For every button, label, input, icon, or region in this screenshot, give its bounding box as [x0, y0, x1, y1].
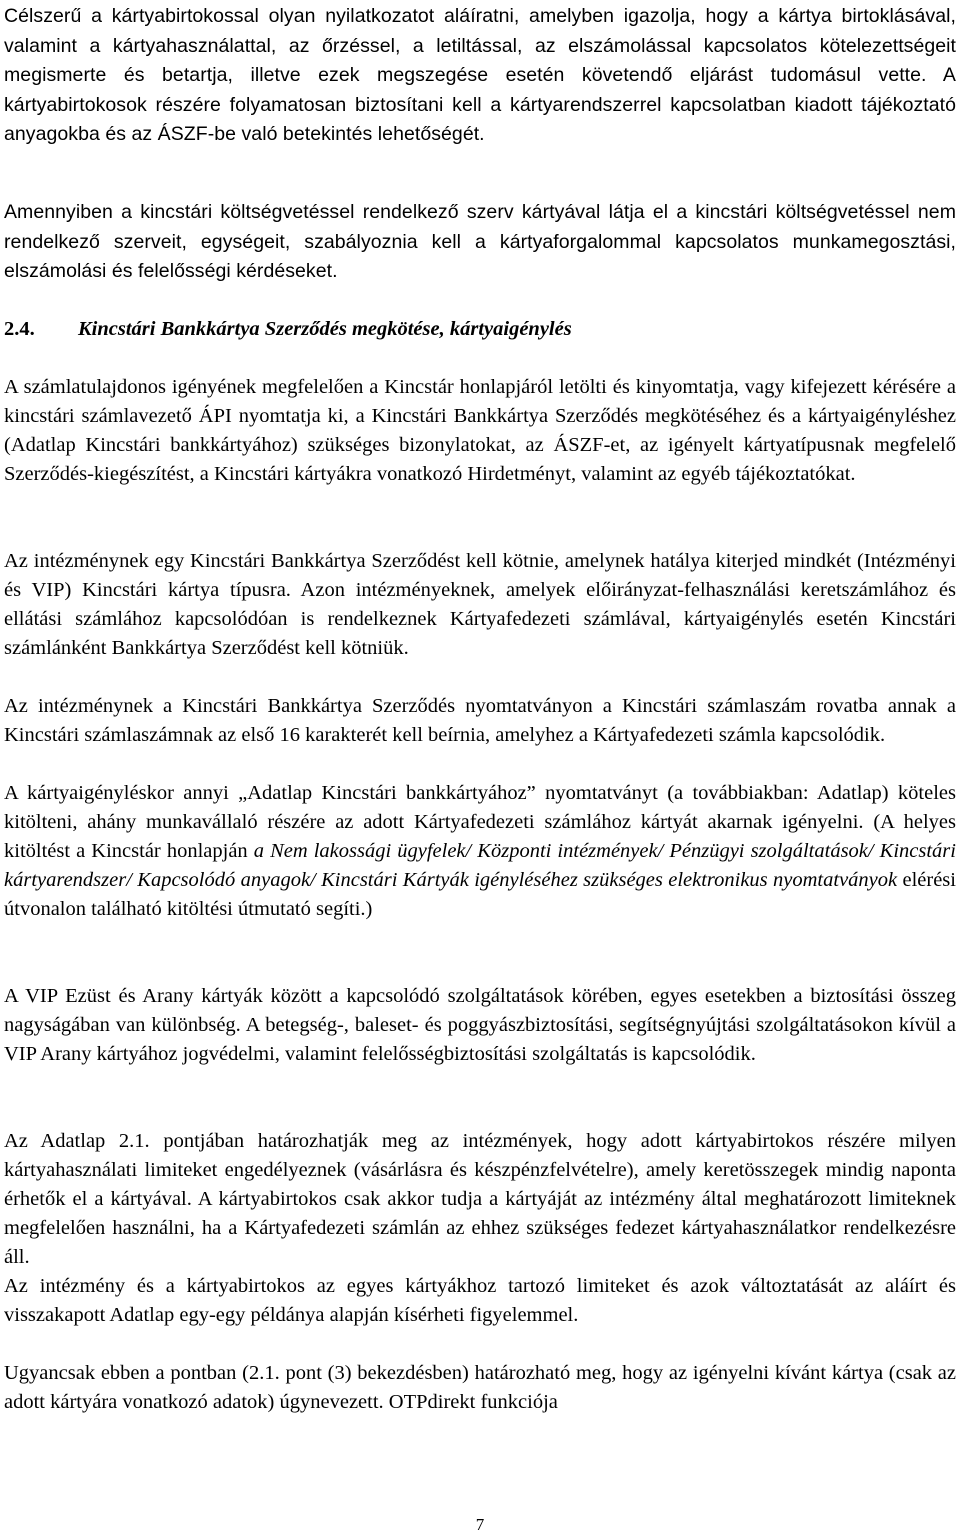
paragraph-account-number: Az intézménynek a Kincstári Bankkártya Szerződés nyomtatványon a Kincstári számlaszám rovatba annak a Kincstári számlaszámnak az első 16 karakterét kell beírnia, amelyhez a Kártyafedezeti számla kapcsolódik.	[4, 695, 956, 746]
paragraph-limits: Az Adatlap 2.1. pontjában határozhatják meg az intézmények, hogy adott kártyabirtokos részére milyen kártyahasználati limiteket engedélyeznek (vásárlásra és készpénzfelvételre), amely keretösszegek mindig naponta érhetők el a kártyával. A kártyabirtokos csak akkor tudja a kártyáját az intézmény által meghatározott limiteknek megfelelően használni, ha a Kártyafedezeti számlán az ehhez szükséges fedezet kártyahasználatkor rendelkezésre áll.	[4, 1130, 956, 1268]
section-title: Kincstári Bankkártya Szerződés megkötése, kártyaigénylés	[78, 318, 572, 340]
paragraph-limit-tracking: Az intézmény és a kártyabirtokos az egyes kártyákhoz tartozó limiteket és azok változtatását az aláírt és visszakapott Adatlap egy-egy példánya alapján kísérheti figyelemmel.	[4, 1275, 956, 1326]
card-request-text: A kártyaigényléskor annyi „Adatlap Kincstári bankkártyához” nyomtatványt (a továbbiakban: Adatlap) köteles kitölteni, ahány munkavállaló részére az adott Kártyafedezeti számlához kártyát akarnak igényelni. (A helyes kitöltést a Kincstár honlapján	[4, 782, 956, 862]
paragraph-intro: Célszerű a kártyabirtokossal olyan nyilatkozatot aláíratni, amelyben igazolja, hogy a kártya birtoklásával, valamint a kártyahasználattal, az őrzéssel, a letiltással, az elszámolással kapcsolatos kötelezettségeit megismerte és betartja, illetve ezek megszegése esetén követendő eljárást tudomásul vette. A kártyabirtokosok részére folyamatosan biztosítani kell a kártyarendszerrel kapcsolatban kiadott tájékoztató anyagokba és az ÁSZF-be való betekintés lehetőségét.	[4, 5, 956, 145]
paragraph-otpdirekt: Ugyancsak ebben a pontban (2.1. pont (3) bekezdésben) határozható meg, hogy az igényelni kívánt kártya (csak az adott kártyára vonatkozó adatok) úgynevezett. OTPdirekt funkciója	[4, 1362, 956, 1413]
section-heading	[4, 314, 572, 344]
section-number: 2.4.	[4, 318, 35, 340]
paragraph-card-request	[4, 779, 956, 924]
paragraph-budget-bodies: Amennyiben a kincstári költségvetéssel rendelkező szerv kártyával látja el a kincstári költségvetéssel nem rendelkező szerveit, egységeit, szabályoznia kell a kártyaforgalommal kapcsolatos munkamegosztási, elszámolási és felelősségi kérdéseket.	[4, 201, 956, 282]
card-request-text-end: elérési útvonalon található kitöltési útmutató segíti.)	[4, 869, 956, 920]
paragraph-account-holder: A számlatulajdonos igényének megfelelően a Kincstár honlapjáról letölti és kinyomtatja, vagy kifejezett kérésére a kincstári számlavezető ÁPI nyomtatja ki, a Kincstári Bankkártya Szerződés megkötéséhez és a kártyaigényléshez (Adatlap Kincstári bankkártyához) szükséges bizonylatokat, az ÁSZF-et, az igényelt kártyatípusnak megfelelő Szerződés-kiegészítést, a Kincstári kártyákra vonatkozó Hirdetményt, valamint az egyéb tájékoztatókat.	[4, 376, 956, 485]
paragraph-contract: Az intézménynek egy Kincstári Bankkártya Szerződést kell kötnie, amelynek hatálya kiterjed mindkét (Intézményi és VIP) Kincstári kártya típusra. Azon intézményeknek, amelyek előirányzat-felhasználási keretszámlához és ellátási számlához kapcsolódóan is rendelkeznek Kártyafedezeti számlával, kártyaigénylés esetén Kincstári számlánként Bankkártya Szerződést kell kötniük.	[4, 550, 956, 659]
paragraph-vip-cards: A VIP Ezüst és Arany kártyák között a kapcsolódó szolgáltatások körében, egyes esetekben a biztosítási összeg nagyságában van különbség. A betegség-, baleset- és poggyászbiztosítási, segítségnyújtási szolgáltatásokon kívül a VIP Arany kártyához jogvédelmi, valamint felelősségbiztosítási szolgáltatás is kapcsolódik.	[4, 985, 956, 1065]
website-path: a Nem lakossági ügyfelek/ Központi intézmények/ Pénzügyi szolgáltatások/ Kincstári kártyarendszer/ Kapcsolódó anyagok/ Kincstári Kártyák igényléséhez szükséges elektronikus nyomtatványok	[4, 840, 956, 891]
page-number: 7	[475, 1515, 485, 1534]
